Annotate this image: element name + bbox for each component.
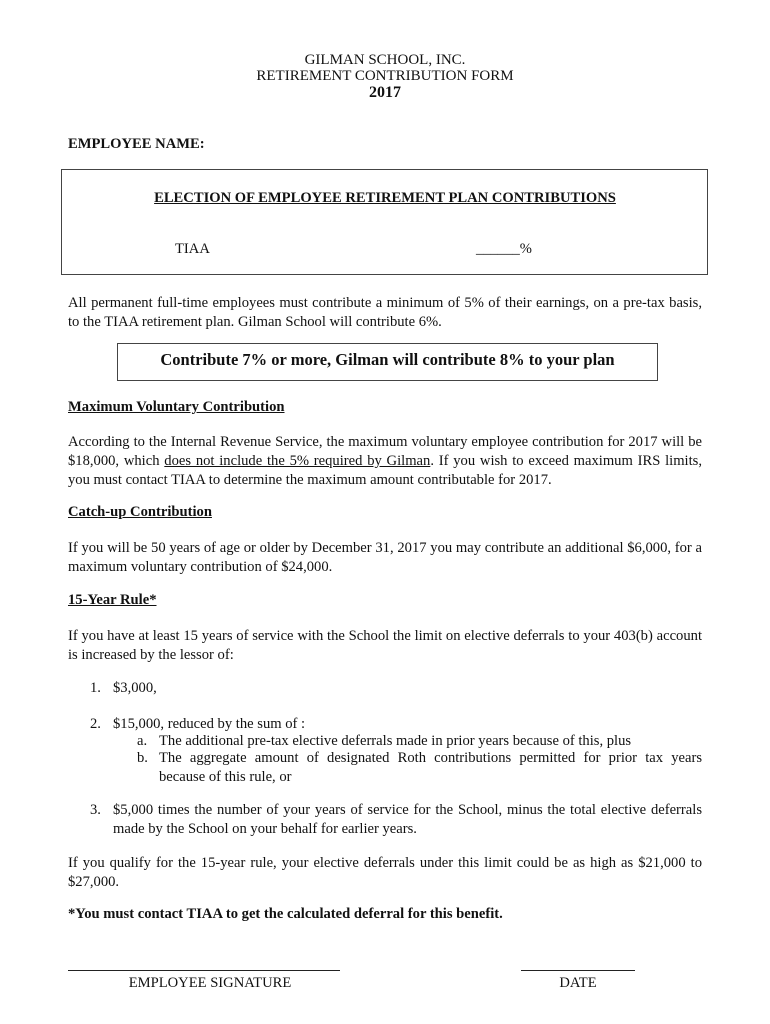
tiaa-label: TIAA: [175, 241, 210, 257]
underlined-note: does not include the 5% required by Gilman: [164, 453, 431, 469]
catch-up-heading: Catch-up Contribution: [68, 504, 212, 520]
closing-paragraph: If you qualify for the 15-year rule, your elective deferrals under this limit could be as high as $21,000 to $27,000.: [68, 855, 702, 890]
highlight-text: Contribute 7% or more, Gilman will contribute 8% to your plan: [160, 350, 615, 369]
list-item-number: 2.: [90, 716, 101, 732]
school-name: GILMAN SCHOOL, INC.: [304, 52, 466, 68]
sub-item-letter: a.: [137, 733, 148, 749]
employee-signature-label: EMPLOYEE SIGNATURE: [128, 975, 292, 991]
catch-up-paragraph: If you will be 50 years of age or older by December 31, 2017 you may contribute an additional $6,000, for a maximum voluntary contribution of $24,000.: [68, 540, 702, 575]
list-item: $15,000, reduced by the sum of :: [113, 716, 306, 732]
form-year: 2017: [369, 84, 401, 101]
form-title: RETIREMENT CONTRIBUTION FORM: [256, 68, 514, 84]
max-voluntary-heading: Maximum Voluntary Contribution: [68, 399, 285, 415]
list-item-number: 1.: [90, 680, 101, 696]
fifteen-year-heading: 15-Year Rule*: [68, 592, 157, 608]
max-voluntary-paragraph: According to the Internal Revenue Service, the maximum voluntary employee contribution for 2017 will be $18,000, which does not include the 5% required by Gilman. If you wish to exceed maximum IRS limits, you must contact TIAA to determine the maximum amount contributable for 2017.: [68, 434, 702, 488]
list-item: $3,000,: [113, 680, 157, 696]
fifteen-year-paragraph: If you have at least 15 years of service with the School the limit on elective deferrals to your 403(b) account is increased by the lessor of:: [68, 628, 702, 663]
sub-item: The aggregate amount of designated Roth contributions permitted for prior tax years because of this rule, or: [159, 750, 702, 785]
election-title: ELECTION OF EMPLOYEE RETIREMENT PLAN CONTRIBUTIONS: [154, 190, 616, 206]
intro-paragraph: All permanent full-time employees must contribute a minimum of 5% of their earnings, on a pre-tax basis, to the TIAA retirement plan. Gilman School will contribute 6%.: [68, 295, 702, 330]
list-item: $5,000 times the number of your years of service for the School, minus the total elective deferrals made by the School on your behalf for earlier years.: [113, 802, 702, 837]
date-line[interactable]: [521, 970, 635, 971]
election-box: [61, 169, 708, 275]
tiaa-percent-field[interactable]: ______%: [476, 241, 532, 257]
signature-line[interactable]: [68, 970, 340, 971]
date-label: DATE: [559, 975, 597, 991]
employee-name-label: EMPLOYEE NAME:: [68, 136, 205, 152]
contact-notice: *You must contact TIAA to get the calculated deferral for this benefit.: [68, 906, 503, 922]
list-item-number: 3.: [90, 802, 101, 818]
sub-item-letter: b.: [137, 750, 148, 766]
sub-item: The additional pre-tax elective deferrals made in prior years because of this, plus: [159, 733, 632, 749]
